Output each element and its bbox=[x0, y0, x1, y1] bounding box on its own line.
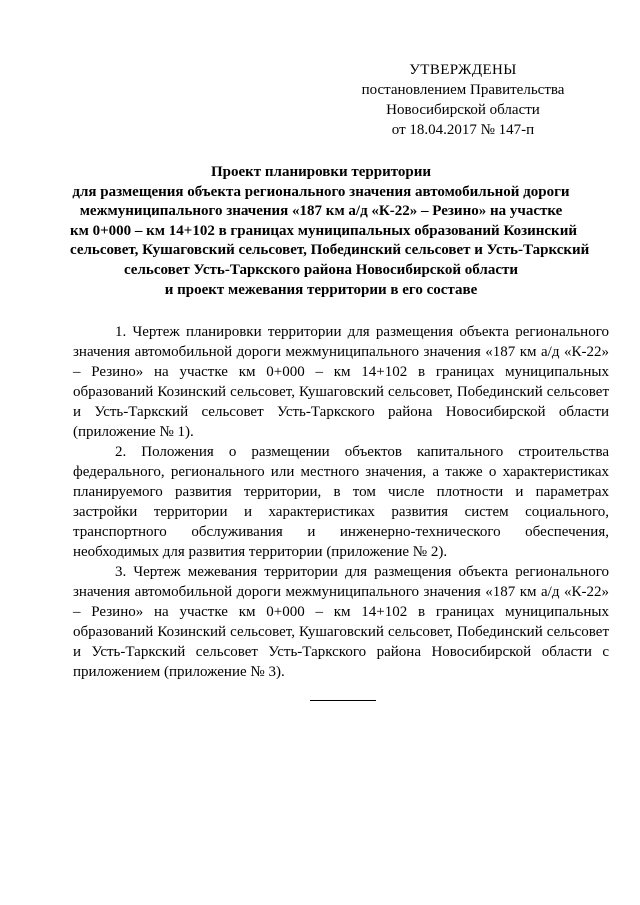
document-body bbox=[73, 322, 609, 682]
document-title-line: и проект межевания территории в его составе bbox=[164, 281, 478, 298]
document-title-line: для размещения объекта регионального значения автомобильной дороги bbox=[72, 183, 570, 200]
document-title-line: Проект планировки территории bbox=[210, 164, 432, 180]
approval-date-number: от 18.04.2017 № 147-п bbox=[391, 122, 535, 138]
approval-stamp bbox=[348, 60, 578, 140]
document-title-line: межмуниципального значения «187 км а/д «К-22» – Резино» на участке bbox=[79, 203, 563, 220]
paragraph-1: 1. Чертеж планировки территории для размещения объекта регионального значения автомобильной дороги межмуниципального значения «187 км а/д «К-22» – Резино» на участке км 0+000 – км 14+102 в границах муниципальных образований Козинский сельсовет, Кушаговский сельсовет, Побединский сельсовет и Усть-Таркский сельсовет Усть-Таркского района Новосибирской области (приложение № 1). bbox=[73, 324, 609, 440]
end-divider-line bbox=[310, 700, 376, 701]
paragraph-2: 2. Положения о размещении объектов капитального строительства федерального, регионального или местного значения, а также о характеристиках планируемого развития территории, в том числе плотности и параметрах застройки территории и характеристиках развития систем социального, транспортного обслуживания и инженерно-технического обеспечения, необходимых для развития территории (приложение № 2). bbox=[73, 444, 609, 560]
approval-title: УТВЕРЖДЕНЫ bbox=[409, 62, 517, 78]
document-title-line: сельсовет, Кушаговский сельсовет, Побединский сельсовет и Усть-Таркский bbox=[70, 242, 590, 259]
document-title-line: сельсовет Усть-Таркского района Новосибирской области bbox=[123, 261, 519, 278]
document-title-line: км 0+000 – км 14+102 в границах муниципальных образований Козинский bbox=[70, 222, 577, 239]
document-title bbox=[70, 163, 590, 300]
approval-authority: постановлением Правительства bbox=[361, 82, 565, 98]
paragraph-3: 3. Чертеж межевания территории для размещения объекта регионального значения автомобильной дороги межмуниципального значения «187 км а/д «К-22» – Резино» на участке км 0+000 – км 14+102 в границах муниципальных образований Козинский сельсовет, Кушаговский сельсовет, Побединский сельсовет и Усть-Таркский сельсовет Усть-Таркского района Новосибирской области с приложением (приложение № 3). bbox=[73, 564, 609, 680]
approval-region: Новосибирской области bbox=[386, 102, 540, 118]
